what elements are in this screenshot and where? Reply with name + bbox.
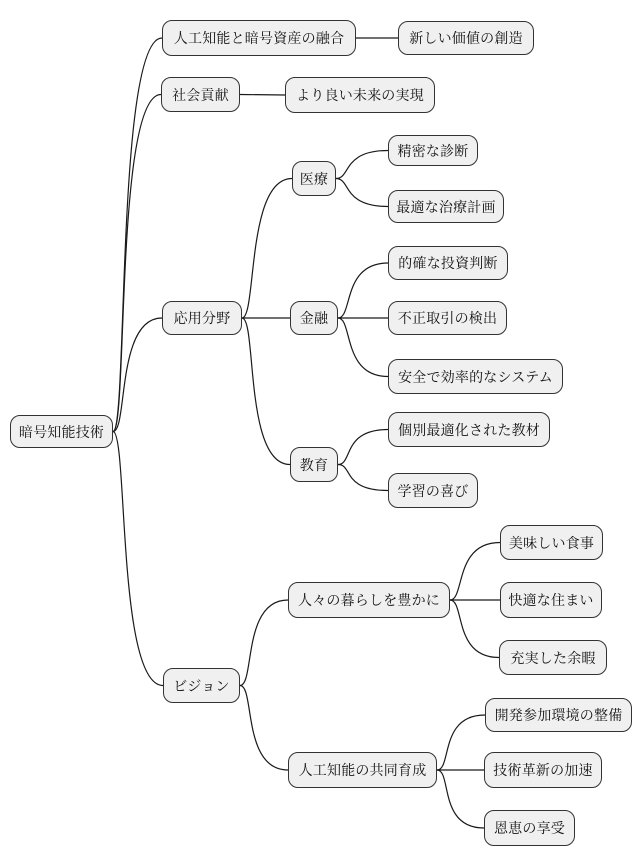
mindmap-link-root-social — [113, 95, 161, 432]
mindmap-link-cocreate-benefit — [437, 770, 484, 828]
mindmap-node-fusion: 人工知能と暗号資産の融合 — [162, 20, 356, 56]
mindmap-node-food: 美味しい食事 — [500, 525, 603, 560]
mindmap-node-enrich: 人々の暮らしを豊かに — [288, 582, 450, 618]
mindmap-link-finance-secure — [338, 318, 388, 377]
mindmap-node-innovation: 技術革新の加速 — [484, 752, 602, 788]
mindmap-node-diagnosis: 精密な診断 — [388, 135, 478, 166]
mindmap-node-root: 暗号知能技術 — [10, 415, 113, 448]
mindmap-node-education: 教育 — [290, 447, 338, 482]
mindmap-link-medical-diagnosis — [336, 151, 388, 179]
mindmap-link-enrich-food — [450, 543, 500, 601]
mindmap-link-education-joy — [338, 465, 388, 491]
mindmap-link-education-materials — [338, 430, 388, 465]
mindmap-link-fields-education — [242, 318, 290, 465]
mindmap-node-investment: 的確な投資判断 — [388, 246, 508, 280]
mindmap-link-fields-medical — [242, 179, 292, 319]
mindmap-node-medical: 医療 — [292, 161, 336, 196]
mindmap-node-fields: 応用分野 — [162, 301, 242, 335]
mindmap-link-root-vision — [113, 432, 163, 686]
mindmap-link-enrich-leisure — [450, 600, 499, 658]
mindmap-link-vision-enrich — [240, 600, 288, 686]
mindmap-link-finance-investment — [338, 263, 388, 318]
mindmap-node-social: 社会貢献 — [161, 77, 240, 112]
mindmap-node-materials: 個別最適化された教材 — [388, 412, 550, 447]
mindmap-node-housing: 快適な住まい — [500, 582, 602, 618]
mindmap-link-medical-treatment — [336, 179, 388, 207]
mindmap-node-benefit: 恩恵の享受 — [484, 810, 575, 846]
mindmap-node-value: 新しい価値の創造 — [398, 21, 534, 55]
mindmap-node-vision: ビジョン — [163, 668, 240, 703]
mindmap-node-devenv: 開発参加環境の整備 — [485, 698, 632, 732]
mindmap-node-cocreate: 人工知能の共同育成 — [288, 752, 437, 788]
mindmap-link-cocreate-devenv — [437, 715, 485, 770]
mindmap-node-leisure: 充実した余暇 — [499, 640, 607, 675]
mindmap-node-treatment: 最適な治療計画 — [388, 190, 504, 223]
mindmap-node-future: より良い未来の実現 — [285, 77, 435, 113]
mindmap-link-vision-cocreate — [240, 686, 288, 771]
mindmap-node-fraud: 不正取引の検出 — [388, 301, 507, 335]
mindmap-node-secure: 安全で効率的なシステム — [388, 359, 563, 394]
mindmap-node-joy: 学習の喜び — [388, 473, 478, 508]
mindmap-link-social-future — [240, 95, 285, 96]
mindmap-node-finance: 金融 — [290, 301, 338, 335]
